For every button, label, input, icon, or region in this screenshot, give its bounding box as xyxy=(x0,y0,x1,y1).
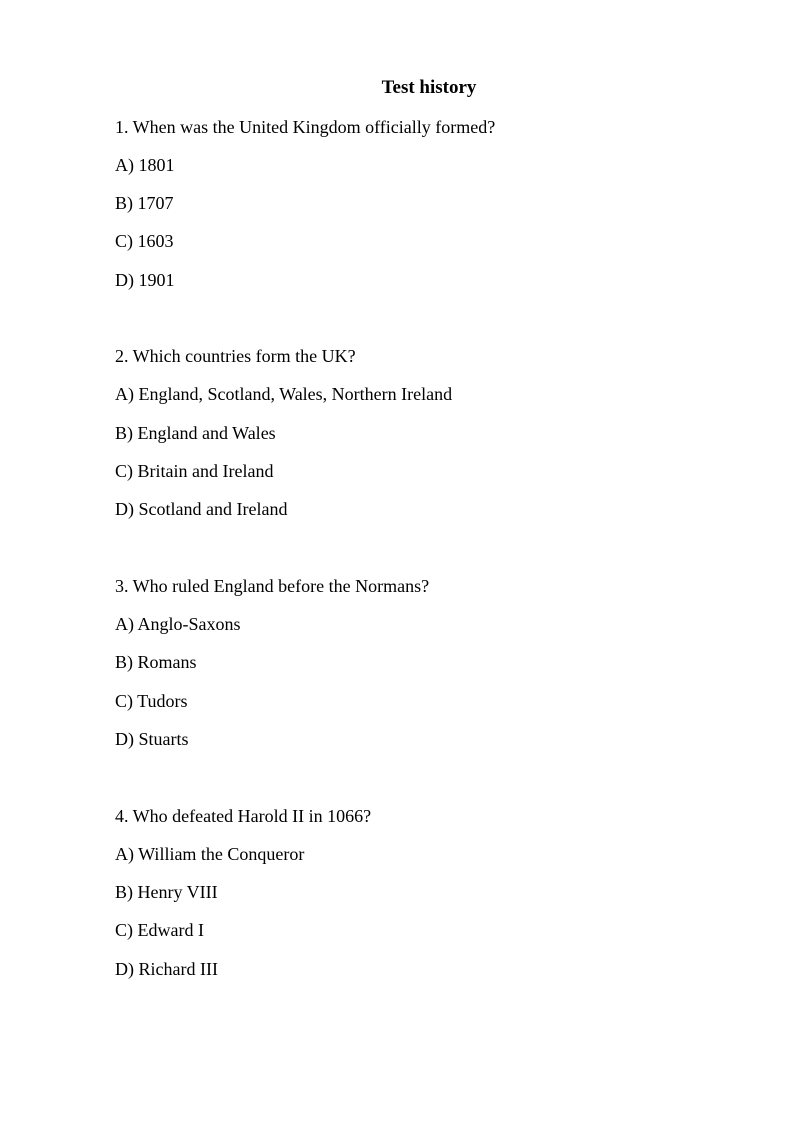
question-2-option-d: D) Scotland and Ireland xyxy=(115,499,288,519)
question-2-option-c: C) Britain and Ireland xyxy=(115,461,274,481)
question-1-option-a: A) 1801 xyxy=(115,155,175,175)
question-1-option-c: C) 1603 xyxy=(115,231,174,251)
question-4-option-d: D) Richard III xyxy=(115,959,218,979)
question-2-text: 2. Which countries form the UK? xyxy=(115,346,356,366)
question-4-text: 4. Who defeated Harold II in 1066? xyxy=(115,806,372,826)
question-4-option-a: A) William the Conqueror xyxy=(115,844,305,864)
question-4-option-b: B) Henry VIII xyxy=(115,882,218,902)
question-3-option-d: D) Stuarts xyxy=(115,729,189,749)
question-1-option-b: B) 1707 xyxy=(115,193,174,213)
question-4-option-c: C) Edward I xyxy=(115,920,204,940)
question-3-text: 3. Who ruled England before the Normans? xyxy=(115,576,430,596)
page-title: Test history xyxy=(381,77,477,98)
question-2-option-a: A) England, Scotland, Wales, Northern Ireland xyxy=(115,384,453,404)
question-1-text: 1. When was the United Kingdom officially formed? xyxy=(115,117,496,137)
question-1-option-d: D) 1901 xyxy=(115,270,175,290)
question-2-option-b: B) England and Wales xyxy=(115,423,276,443)
question-3-option-c: C) Tudors xyxy=(115,691,188,711)
question-3-option-a: A) Anglo-Saxons xyxy=(115,614,241,634)
question-3-option-b: B) Romans xyxy=(115,652,197,672)
